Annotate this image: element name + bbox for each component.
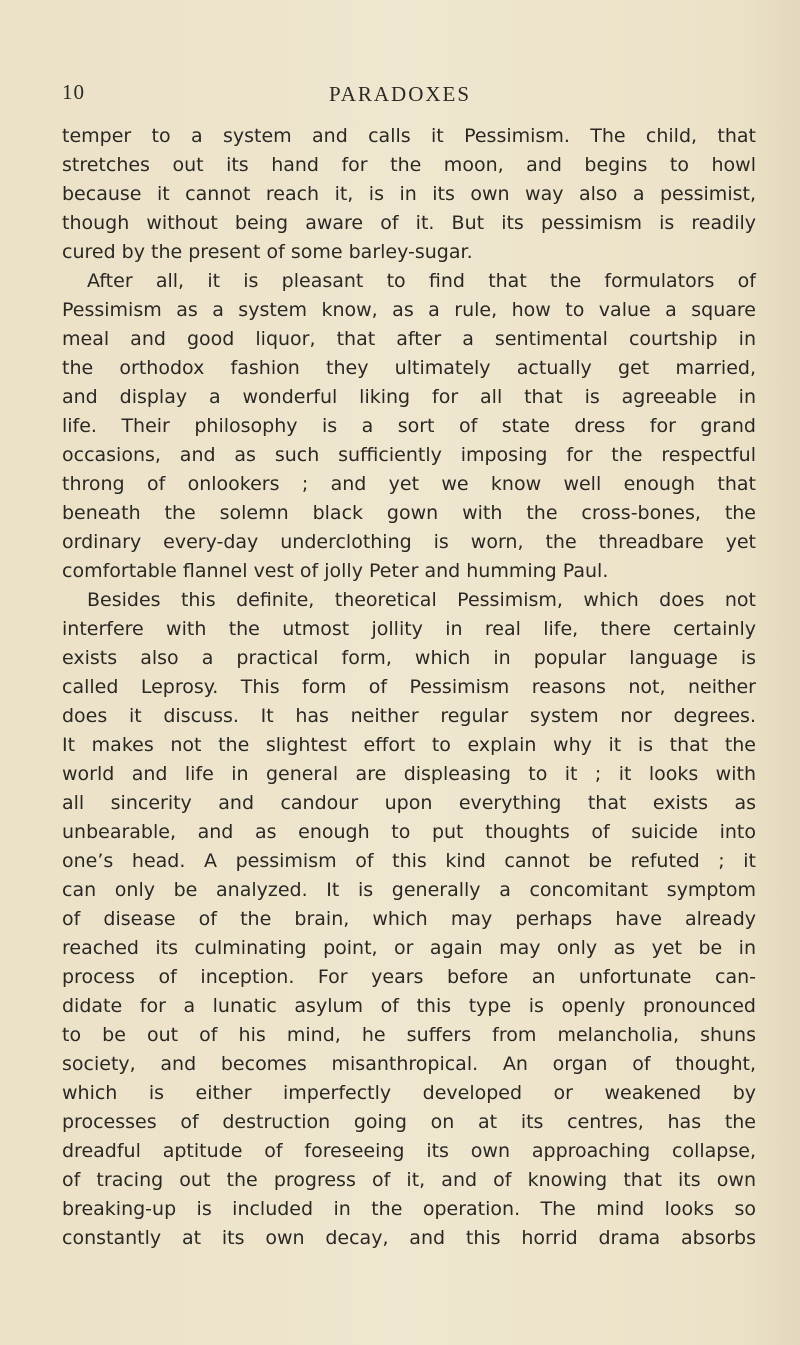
text-line: exists also a practical form, which in popular language is: [62, 647, 756, 669]
text-line: process of inception. For years before an unfortunate can-: [62, 966, 756, 988]
text-line: It makes not the slightest effort to explain why it is that the: [62, 734, 756, 756]
text-line: didate for a lunatic asylum of this type is openly pronounced: [62, 995, 756, 1017]
text-line: because it cannot reach it, is in its own way also a pessimist,: [62, 183, 756, 205]
page-header: [0, 80, 800, 112]
text-line: of tracing out the progress of it, and of knowing that its own: [62, 1169, 756, 1191]
text-line: Besides this definite, theoretical Pessimism, which does not: [87, 589, 756, 611]
text-line: temper to a system and calls it Pessimism. The child, that: [62, 125, 756, 147]
text-line: meal and good liquor, that after a sentimental courtship in: [62, 328, 756, 350]
text-line: beneath the solemn black gown with the cross-bones, the: [62, 502, 756, 524]
running-head: PARADOXES: [328, 82, 472, 106]
text-line: comfortable flannel vest of jolly Peter and humming Paul.: [62, 560, 609, 582]
text-line: ordinary every-day underclothing is worn, the threadbare yet: [62, 531, 756, 553]
text-line: one’s head. A pessimism of this kind cannot be refuted ; it: [62, 850, 756, 872]
text-line: can only be analyzed. It is generally a concomitant symptom: [62, 879, 756, 901]
text-line: world and life in general are displeasing to it ; it looks with: [62, 763, 756, 785]
text-line: breaking-up is included in the operation. The mind looks so: [62, 1198, 756, 1220]
text-line: though without being aware of it. But its pessimism is readily: [62, 212, 756, 234]
text-line: cured by the present of some barley-sugar.: [62, 241, 473, 263]
text-line: called Leprosy. This form of Pessimism reasons not, neither: [62, 676, 756, 698]
text-line: After all, it is pleasant to find that the formulators of: [87, 270, 756, 292]
text-line: Pessimism as a system know, as a rule, how to value a square: [62, 299, 756, 321]
text-line: the orthodox fashion they ultimately actually get married,: [62, 357, 756, 379]
text-line: all sincerity and candour upon everything that exists as: [62, 792, 756, 814]
text-line: constantly at its own decay, and this horrid drama absorbs: [62, 1227, 756, 1249]
text-line: occasions, and as such sufficiently imposing for the respectful: [62, 444, 756, 466]
text-line: interfere with the utmost jollity in real life, there certainly: [62, 618, 756, 640]
text-line: of disease of the brain, which may perhaps have already: [62, 908, 756, 930]
text-line: life. Their philosophy is a sort of state dress for grand: [62, 415, 756, 437]
text-line: unbearable, and as enough to put thoughts of suicide into: [62, 821, 756, 843]
body-text: [62, 122, 756, 1253]
text-line: which is either imperfectly developed or weakened by: [62, 1082, 756, 1104]
text-line: society, and becomes misanthropical. An organ of thought,: [62, 1053, 756, 1075]
text-line: to be out of his mind, he suffers from melancholia, shuns: [62, 1024, 756, 1046]
text-line: processes of destruction going on at its centres, has the: [62, 1111, 756, 1133]
text-line: dreadful aptitude of foreseeing its own approaching collapse,: [62, 1140, 756, 1162]
text-line: throng of onlookers ; and yet we know well enough that: [62, 473, 756, 495]
text-line: does it discuss. It has neither regular system nor degrees.: [62, 705, 756, 727]
page-number: 10: [62, 80, 85, 104]
text-line: reached its culminating point, or again may only as yet be in: [62, 937, 756, 959]
text-line: and display a wonderful liking for all that is agreeable in: [62, 386, 756, 408]
text-line: stretches out its hand for the moon, and begins to howl: [62, 154, 756, 176]
